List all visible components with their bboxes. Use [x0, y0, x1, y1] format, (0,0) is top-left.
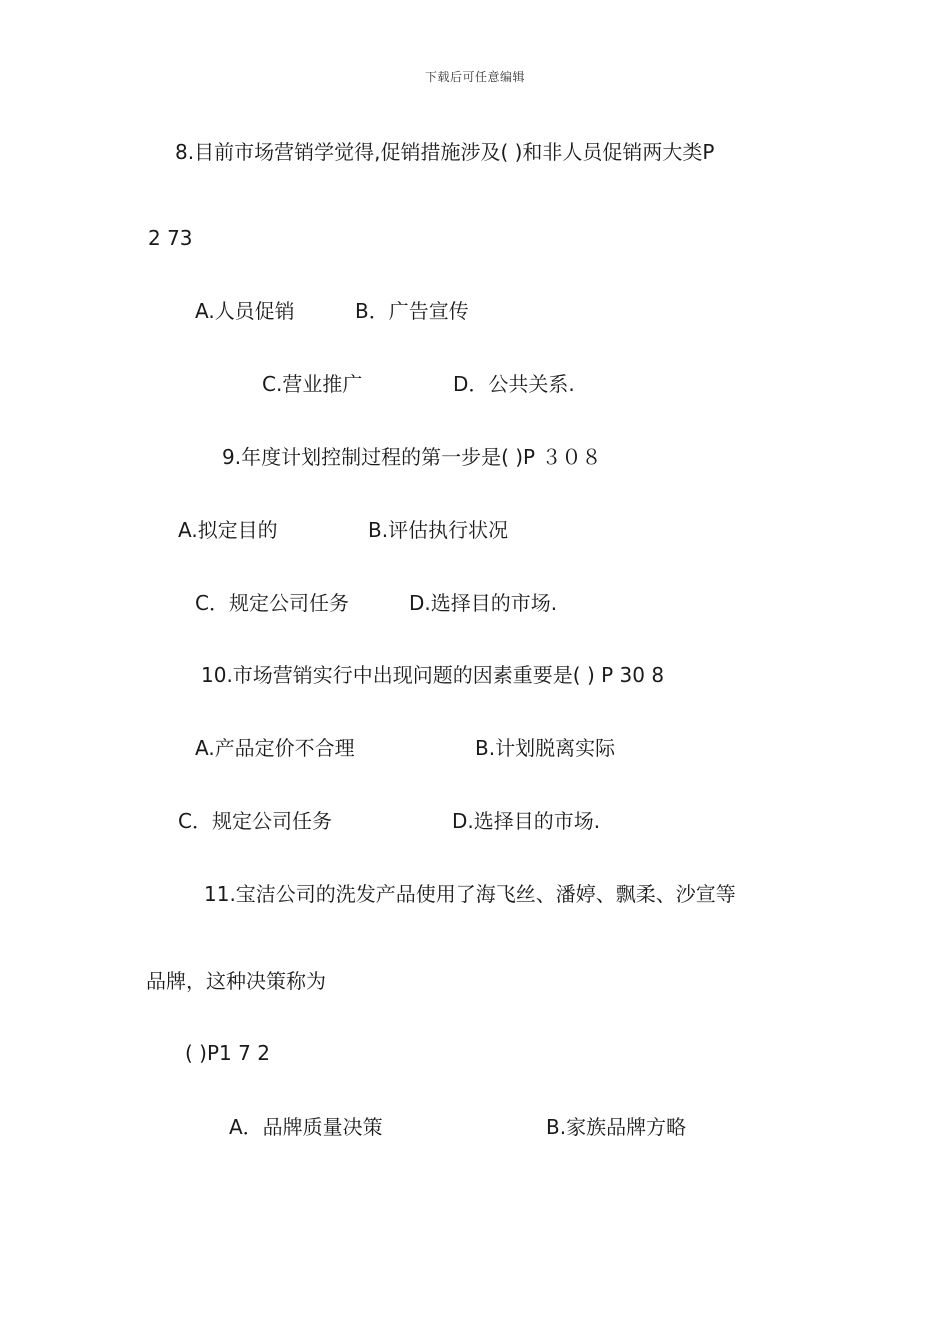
question-11-option-a: A．品牌质量决策 — [229, 1115, 383, 1139]
question-8-option-c: C.营业推广 — [262, 372, 363, 396]
question-9-option-c: C．规定公司任务 — [195, 591, 349, 615]
question-8-option-d: D．公共关系. — [453, 372, 575, 396]
question-8-stem-line1: 8.目前市场营销学觉得,促销措施涉及( )和非人员促销两大类P — [175, 140, 715, 164]
question-11-stem-line1: 11.宝洁公司的洗发产品使用了海飞丝、潘婷、飘柔、沙宣等 — [204, 882, 736, 906]
question-10-option-b: B.计划脱离实际 — [475, 736, 616, 760]
question-11-option-b: B.家族品牌方略 — [546, 1115, 687, 1139]
question-11-stem-line2: 品牌，这种决策称为 — [146, 969, 326, 993]
question-8-option-b: B．广告宣传 — [355, 299, 469, 323]
question-10-option-d: D.选择目的市场. — [452, 809, 601, 833]
question-10-stem: 10.市场营销实行中出现问题的因素重要是( ) P 30 8 — [201, 663, 665, 687]
question-9-option-d: D.选择目的市场. — [409, 591, 558, 615]
question-11-stem-line3: ( )P1 7 2 — [185, 1041, 270, 1065]
question-8-option-a: A.人员促销 — [195, 299, 295, 323]
question-9-option-b: B.评估执行状况 — [368, 518, 509, 542]
question-9-stem: 9.年度计划控制过程的第一步是( )P ３０８ — [222, 445, 602, 469]
question-10-option-c: C．规定公司任务 — [178, 809, 332, 833]
page-header: 下载后可任意编辑 — [424, 70, 525, 84]
question-8-stem-line2: 2 73 — [148, 226, 193, 250]
question-9-option-a: A.拟定目的 — [178, 518, 278, 542]
question-10-option-a: A.产品定价不合理 — [195, 736, 355, 760]
